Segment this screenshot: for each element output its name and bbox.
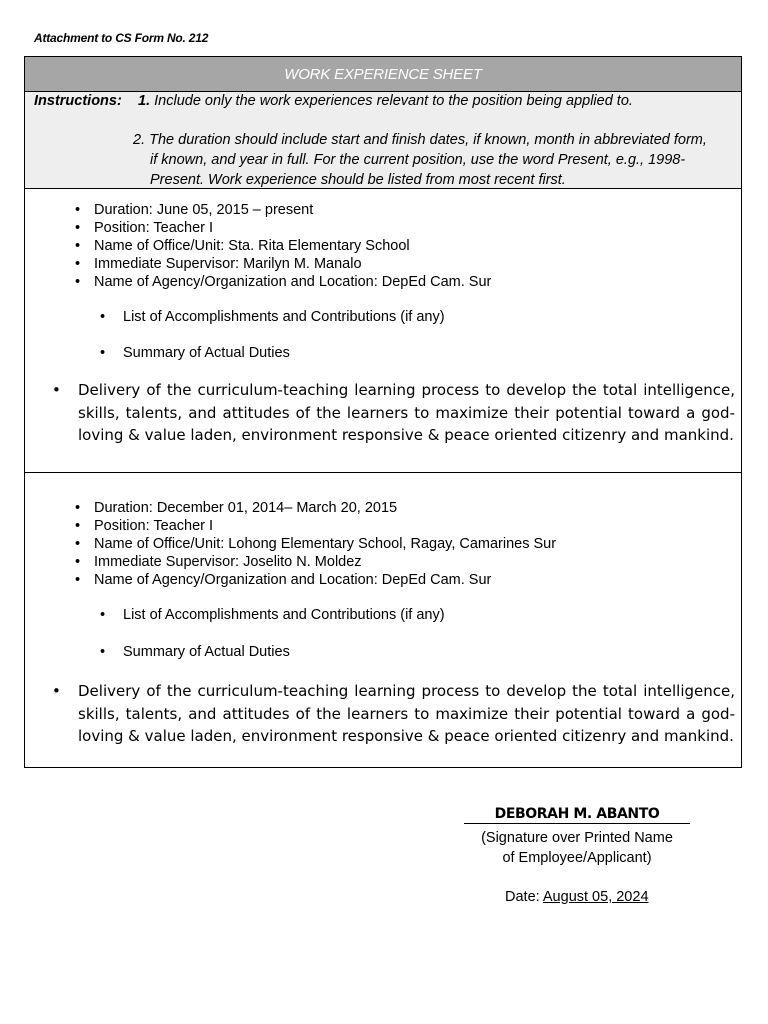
- work-entry: [25, 189, 741, 473]
- entry-office: • Name of Office/Unit: Sta. Rita Elementary School: [75, 237, 491, 255]
- entry-duty-description: • Delivery of the curriculum-teaching learning process to develop the total intelligence, skills, talents, and attitudes of the learners to maximize their potential toward a god-loving & value laden, environment responsive & peace oriented citizenry and mankind.: [52, 379, 735, 447]
- entry-details-list: [75, 499, 556, 589]
- instruction-item-2-line: 2. The duration should include start and finish dates, if known, month in abbreviated form,: [133, 132, 707, 148]
- attachment-label: Attachment to CS Form No. 212: [34, 31, 209, 45]
- date-value: August 05, 2024: [542, 889, 649, 905]
- instruction-item-2-line: if known, and year in full. For the current position, use the word Present, e.g., 1998-: [150, 152, 686, 168]
- signature-caption: [464, 828, 690, 868]
- entry-supervisor: • Immediate Supervisor: Marilyn M. Manalo: [75, 255, 491, 273]
- entry-details-list: [75, 201, 491, 291]
- work-experience-sheet: [24, 56, 742, 768]
- instruction-item-2-line: Present. Work experience should be listed from most recent first.: [150, 172, 566, 188]
- instruction-item-1: [138, 93, 633, 109]
- entry-sub-list: [100, 644, 290, 660]
- instruction-item-1-number: 1.: [138, 93, 151, 109]
- signature-caption-line: (Signature over Printed Name: [481, 830, 673, 846]
- entry-sub-list: [100, 345, 290, 361]
- entry-accomplishments: • List of Accomplishments and Contributions (if any): [100, 309, 445, 325]
- sheet-title: WORK EXPERIENCE SHEET: [25, 57, 741, 92]
- instruction-item-2: [133, 130, 735, 190]
- entry-agency: • Name of Agency/Organization and Location: DepEd Cam. Sur: [75, 273, 491, 291]
- entry-office: • Name of Office/Unit: Lohong Elementary School, Ragay, Camarines Sur: [75, 535, 556, 553]
- signatory-name: DEBORAH M. ABANTO: [464, 806, 690, 824]
- entry-sub-list: [100, 309, 445, 325]
- instructions-section: [25, 92, 741, 189]
- entry-position: • Position: Teacher I: [75, 219, 491, 237]
- entry-sub-list: [100, 607, 445, 623]
- entry-summary-duties: • Summary of Actual Duties: [100, 644, 290, 660]
- date-label: Date:: [505, 889, 543, 905]
- entry-duration: • Duration: December 01, 2014– March 20, 2015: [75, 499, 556, 517]
- entry-summary-duties: • Summary of Actual Duties: [100, 345, 290, 361]
- entry-supervisor: • Immediate Supervisor: Joselito N. Moldez: [75, 553, 556, 571]
- signature-date: [505, 889, 649, 905]
- work-entry: [25, 473, 741, 769]
- entry-duration: • Duration: June 05, 2015 – present: [75, 201, 491, 219]
- entry-agency: • Name of Agency/Organization and Location: DepEd Cam. Sur: [75, 571, 556, 589]
- instruction-item-1-text: Include only the work experiences relevant to the position being applied to.: [154, 93, 633, 109]
- entry-position: • Position: Teacher I: [75, 517, 556, 535]
- signature-caption-line: of Employee/Applicant): [502, 850, 652, 866]
- entry-accomplishments: • List of Accomplishments and Contributions (if any): [100, 607, 445, 623]
- instructions-label: Instructions:: [34, 93, 122, 109]
- entry-duty-description: • Delivery of the curriculum-teaching learning process to develop the total intelligence, skills, talents, and attitudes of the learners to maximize their potential toward a god-loving & value laden, environment responsive & peace oriented citizenry and mankind.: [52, 680, 735, 748]
